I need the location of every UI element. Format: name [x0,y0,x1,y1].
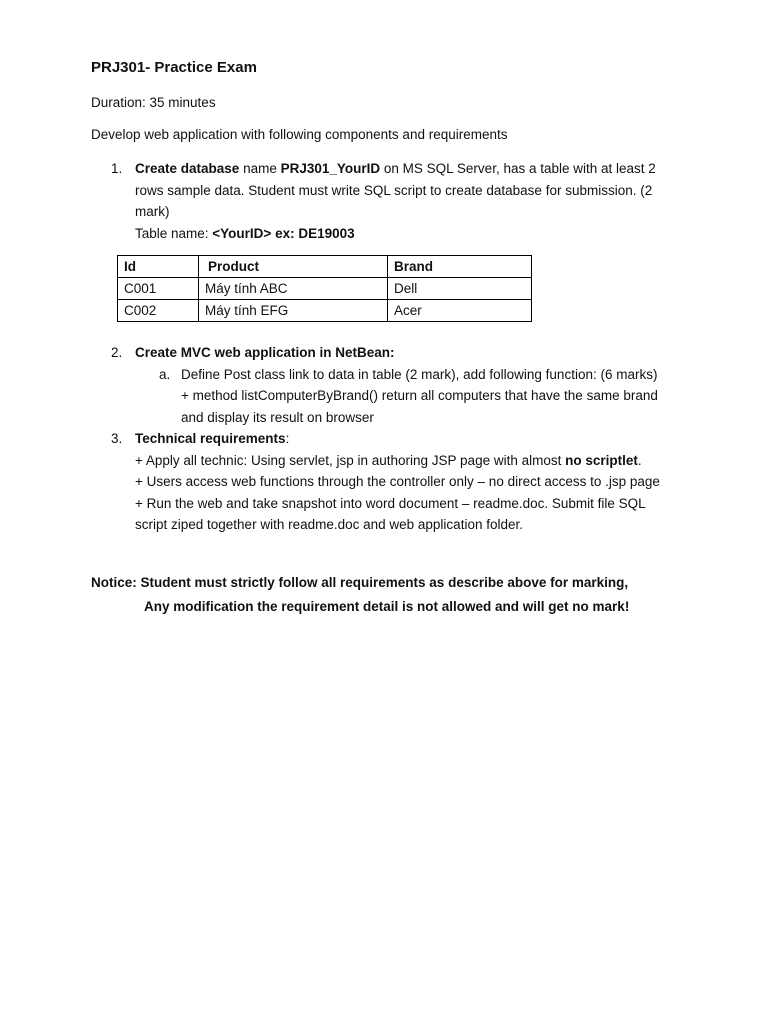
cell-id: C002 [118,300,199,322]
page-title: PRJ301- Practice Exam [91,59,257,76]
sub-a-line-2: + method listComputerByBrand() return all computers that have the same brand [181,388,658,403]
requirement-item-3 [91,428,691,536]
table-header-row [118,256,532,278]
item-3-heading: Technical requirements [135,431,286,446]
item-3-no-scriptlet: no scriptlet [565,452,638,468]
item-1-text-name: name [239,161,281,176]
cell-id: C001 [118,278,199,300]
intro-text: Develop web application with following components and requirements [91,127,508,142]
item-3-heading-suffix: : [285,431,290,446]
cell-brand: Acer [388,300,532,322]
table-row [118,278,532,300]
cell-product: Máy tính EFG [199,300,388,322]
header-id: Id [118,256,199,278]
item-1-number: 1. [111,161,123,176]
item-3-heading-line [135,428,691,450]
requirement-item-1 [91,158,691,244]
table-name-label: Table name: [135,225,213,241]
notice-block [91,571,629,619]
header-brand: Brand [388,256,532,278]
header-product: Product [199,256,388,278]
item-3-line-2: + Users access web functions through the controller only – no direct access to .jsp page [135,474,660,489]
item-3-line-3: + Run the web and take snapshot into word document – readme.doc. Submit file SQL [135,495,646,511]
item-2-sub-a [135,364,691,429]
sub-a-number: a. [159,366,171,382]
item-3-line-1 [135,450,691,472]
notice-line-1: Notice: Student must strictly follow all requirements as describe above for marking, [91,575,629,590]
item-2-number: 2. [111,345,123,360]
notice-line-2: Any modification the requirement detail is not allowed and will get no mark! [144,599,630,614]
requirement-items-2-3 [91,342,691,536]
item-1-line-3: mark) [135,204,170,219]
item-1-line-1 [135,158,691,180]
item-3-line-1-end: . [637,452,642,468]
item-1-table-name [135,223,691,245]
item-3-line-4: script ziped together with readme.doc and web application folder. [135,517,523,532]
item-3-line-1-text: + Apply all technic: Using servlet, jsp in authoring JSP page with almost [135,452,566,468]
table-name-value: <YourID> ex: DE19003 [212,225,355,241]
cell-product: Máy tính ABC [199,278,388,300]
item-3-number: 3. [111,431,123,446]
sub-a-line-3: and display its result on browser [181,409,374,425]
item-2-heading: Create MVC web application in NetBean: [135,345,395,360]
requirement-item-2 [91,342,691,428]
item-1-bold-create-database: Create database [135,161,240,176]
item-1-bold-db-name: PRJ301_YourID [280,161,381,176]
item-1-text-server: on MS SQL Server, has a table with at least 2 [380,161,656,176]
duration-text: Duration: 35 minutes [91,95,216,110]
item-1-line-2: rows sample data. Student must write SQL script to create database for submission. (2 [135,182,653,198]
sub-a-line-1: Define Post class link to data in table (2 mark), add following function: (6 marks) [181,366,658,382]
table-row [118,300,532,322]
sample-data-table [117,255,532,322]
cell-brand: Dell [388,278,532,300]
